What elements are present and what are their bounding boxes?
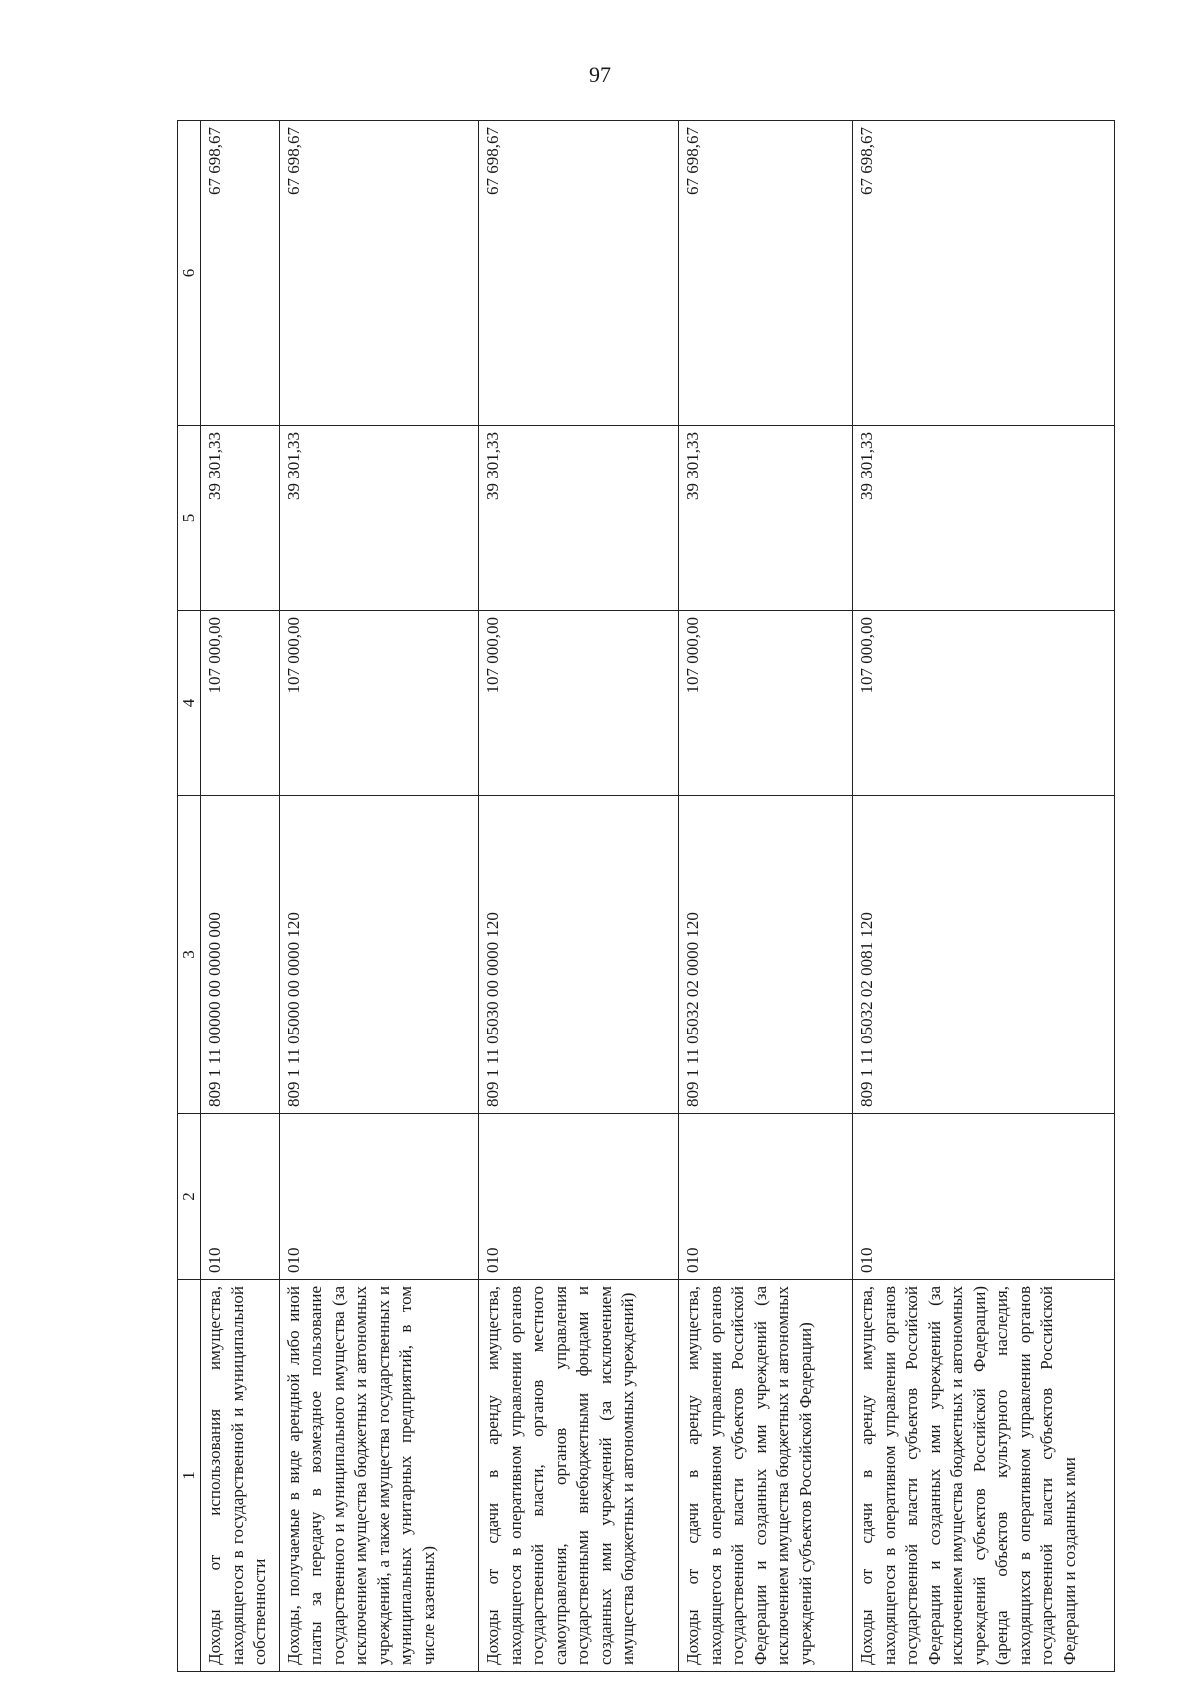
rotated-table-container	[177, 121, 1115, 1672]
row-code: 010	[279, 1114, 479, 1280]
column-header-2: 2	[178, 1114, 201, 1280]
row-col4: 107 000,00	[201, 611, 280, 796]
row-col6: 67 698,67	[853, 121, 1115, 426]
column-header-1: 1	[178, 1280, 201, 1672]
page-number: 97	[589, 62, 611, 87]
row-code: 010	[479, 1114, 679, 1280]
column-header-3: 3	[178, 796, 201, 1114]
row-col4: 107 000,00	[679, 611, 853, 796]
revenue-table	[177, 120, 1115, 1672]
table-row	[279, 121, 479, 1672]
row-col6: 67 698,67	[679, 121, 853, 426]
row-kbk: 809 1 11 05032 02 0081 120	[853, 796, 1115, 1114]
row-kbk: 809 1 11 00000 00 0000 000	[201, 796, 280, 1114]
table-row	[853, 121, 1115, 1672]
row-name: Доходы от использования имущества, находящегося в государственной и муниципальной собственности	[201, 1280, 280, 1672]
row-name: Доходы от сдачи в аренду имущества, находящегося в оперативном управлении органов государственной власти субъектов Российской Федерации и созданных ими учреждений (за исключением имущества бюджетных и автономных учреждений субъектов Российской Федерации)	[679, 1280, 853, 1672]
row-code: 010	[853, 1114, 1115, 1280]
row-kbk: 809 1 11 05000 00 0000 120	[279, 796, 479, 1114]
row-col6: 67 698,67	[201, 121, 280, 426]
row-col5: 39 301,33	[279, 426, 479, 611]
table-header-row	[178, 121, 201, 1672]
table-row	[479, 121, 679, 1672]
row-col6: 67 698,67	[279, 121, 479, 426]
row-col6: 67 698,67	[479, 121, 679, 426]
row-kbk: 809 1 11 05030 00 0000 120	[479, 796, 679, 1114]
row-col5: 39 301,33	[853, 426, 1115, 611]
table-row	[679, 121, 853, 1672]
row-col4: 107 000,00	[279, 611, 479, 796]
column-header-5: 5	[178, 426, 201, 611]
row-col5: 39 301,33	[201, 426, 280, 611]
column-header-4: 4	[178, 611, 201, 796]
table-row	[201, 121, 280, 1672]
row-name: Доходы от сдачи в аренду имущества, находящегося в оперативном управлении органов государственной власти субъектов Российской Федерации и созданных ими учреждений (за исключением имущества бюджетных и автономных учреждений субъектов Российской Федерации) (аренда объектов культурного наследия, находящихся в оперативном управлении органов государственной власти субъектов Российской Федерации и созданных ими	[853, 1280, 1115, 1672]
row-kbk: 809 1 11 05032 02 0000 120	[679, 796, 853, 1114]
row-col5: 39 301,33	[679, 426, 853, 611]
row-name: Доходы от сдачи в аренду имущества, находящегося в оперативном управлении органов государственной власти, органов местного самоуправления, органов управления государственными внебюджетными фондами и созданных ими учреждений (за исключением имущества бюджетных и автономных учреждений)	[479, 1280, 679, 1672]
row-name: Доходы, получаемые в виде арендной либо иной платы за передачу в возмездное пользование государственного и муниципального имущества (за исключением имущества бюджетных и автономных учреждений, а также имущества государственных и муниципальных унитарных предприятий, в том числе казенных)	[279, 1280, 479, 1672]
row-code: 010	[201, 1114, 280, 1280]
row-col4: 107 000,00	[479, 611, 679, 796]
column-header-6: 6	[178, 121, 201, 426]
row-code: 010	[679, 1114, 853, 1280]
row-col5: 39 301,33	[479, 426, 679, 611]
row-col4: 107 000,00	[853, 611, 1115, 796]
